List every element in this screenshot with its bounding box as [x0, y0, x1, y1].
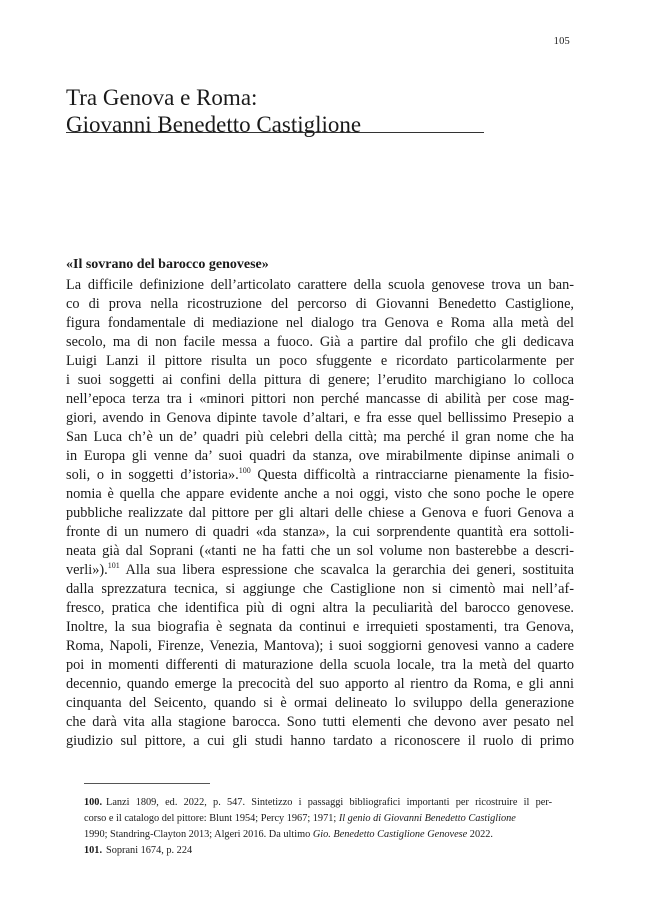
body-line: San Luca ch’è un de’ quadri più celebri della città; ma perché il gran nome che ha: [66, 429, 574, 445]
body-line: Luigi Lanzi il pittore risulta un poco sfuggente e ricordato particolarmente per: [66, 353, 574, 369]
footnote-separator: [84, 783, 210, 784]
footnote-ref-100[interactable]: 100: [238, 466, 251, 476]
body-line: nomia è quella che appare evidente anche a noi oggi, visto che sono poche le opere: [66, 486, 574, 502]
chapter-title: [66, 84, 496, 138]
body-text-segment: verli»).: [66, 562, 108, 578]
body-line: Roma, Napoli, Firenze, Venezia, Mantova); i suoi soggiorni genovesi vanno a cadere: [66, 638, 574, 654]
footnote-101: [84, 843, 552, 859]
footnote-100: [84, 795, 552, 811]
body-line: figura fondamentale di mediazione nel dialogo tra Genova e Roma alla metà del: [66, 315, 574, 331]
body-line: giudizio sul pittore, a cui gli studi hanno tardato a riconoscere il ruolo di primo: [66, 733, 574, 749]
footnote-text: Soprani 1674, p. 224: [106, 845, 193, 856]
footnote-number: 100.: [84, 797, 103, 808]
footnote-100-line2: [84, 811, 552, 827]
footnote-text: 2022.: [467, 829, 493, 840]
body-line: co di prova nella ricostruzione del percorso di Giovanni Benedetto Castiglione,: [66, 296, 574, 312]
page-number: 105: [553, 36, 570, 47]
body-line: decennio, quando emerge la precocità del suo apporto al rientro da Roma, e gli anni: [66, 676, 574, 692]
footnote-italic-title: Gio. Benedetto Castiglione Genovese: [312, 829, 468, 840]
body-line: secolo, ma di non facile messa a fuoco. Già a partire dal profilo che gli dedicava: [66, 334, 574, 350]
chapter-title-line2: Giovanni Benedetto Castiglione: [66, 112, 362, 137]
body-line: Inoltre, la sua biografia è segnata da continui e irrequieti spostamenti, tra Genova,: [66, 619, 574, 635]
chapter-title-rule: [66, 132, 484, 133]
body-text-segment: Alla sua libera espressione che scavalca la gerarchia dei generi, sostituita: [119, 562, 574, 578]
section-heading: «Il sovrano del barocco genovese»: [66, 257, 269, 272]
body-text-segment: Questa difficoltà a rintracciarne pienamente la fisio-: [250, 467, 574, 483]
body-line: pubbliche realizzate dal pittore per gli altari delle chiese a Genova e fuori Genova a: [66, 505, 574, 521]
body-line: dalla sprezzatura tecnica, si aggiunge che Castiglione non si cimentò mai nell’af-: [66, 581, 574, 597]
body-line: cinquanta del Seicento, quando si è ormai delineato lo sviluppo della generazione: [66, 695, 574, 711]
footnotes: [84, 795, 552, 859]
footnote-100-line3: [84, 827, 552, 843]
body-line: in Europa gli venne da’ suoi quadri da stanza, ove mirabilmente dipinse animali o: [66, 448, 574, 464]
footnote-number: 101.: [84, 845, 103, 856]
footnote-text: Lanzi 1809, ed. 2022, p. 547. Sintetizzo i passaggi bibliografici importanti per ricostruire il per-: [106, 797, 552, 808]
footnote-text: corso e il catalogo del pittore: Blunt 1954; Percy 1967; 1971;: [84, 813, 339, 824]
body-line: i suoi soggetti ai confini della pittura di genere; l’erudito marchigiano lo colloca: [66, 372, 574, 388]
chapter-title-line1: Tra Genova e Roma:: [66, 85, 258, 110]
body-line: che darà vita alla stagione barocca. Sono tutti elementi che devono aver pesato nel: [66, 714, 574, 730]
body-line-ref100: [66, 466, 574, 485]
body-line: giori, avendo in Genova dipinte tavole d’altari, e fra esse quel bellissimo Presepio a: [66, 410, 574, 426]
body-line: neata già dal Soprani («tanti ne ha fatti che un sol volume non basterebbe a descri-: [66, 543, 574, 559]
body-line-ref101: [66, 561, 574, 580]
body-line: fronte di un numero di quadri «da stanza», la cui sorprendente quantità era sottoli-: [66, 524, 574, 540]
footnote-ref-101[interactable]: 101: [107, 561, 120, 571]
body-line: nell’epoca terza tra i «minori pittori non perché mancasse di abilità per cose mag-: [66, 391, 574, 407]
body-text: [66, 276, 574, 751]
body-line: poi in momenti differenti di maturazione della scuola locale, tra la metà del quarto: [66, 657, 574, 673]
footnote-italic-title: Il genio di Giovanni Benedetto Castiglione: [338, 813, 516, 824]
footnote-text: 1990; Standring-Clayton 2013; Algeri 2016. Da ultimo: [84, 829, 313, 840]
body-line: La difficile definizione dell’articolato carattere della scuola genovese trova un ban-: [66, 277, 574, 293]
body-line: fresco, pratica che identifica più di ogni altra la peculiarità del barocco genovese.: [66, 600, 574, 616]
body-text-segment: soli, o in soggetti d’istoria».: [66, 467, 239, 483]
